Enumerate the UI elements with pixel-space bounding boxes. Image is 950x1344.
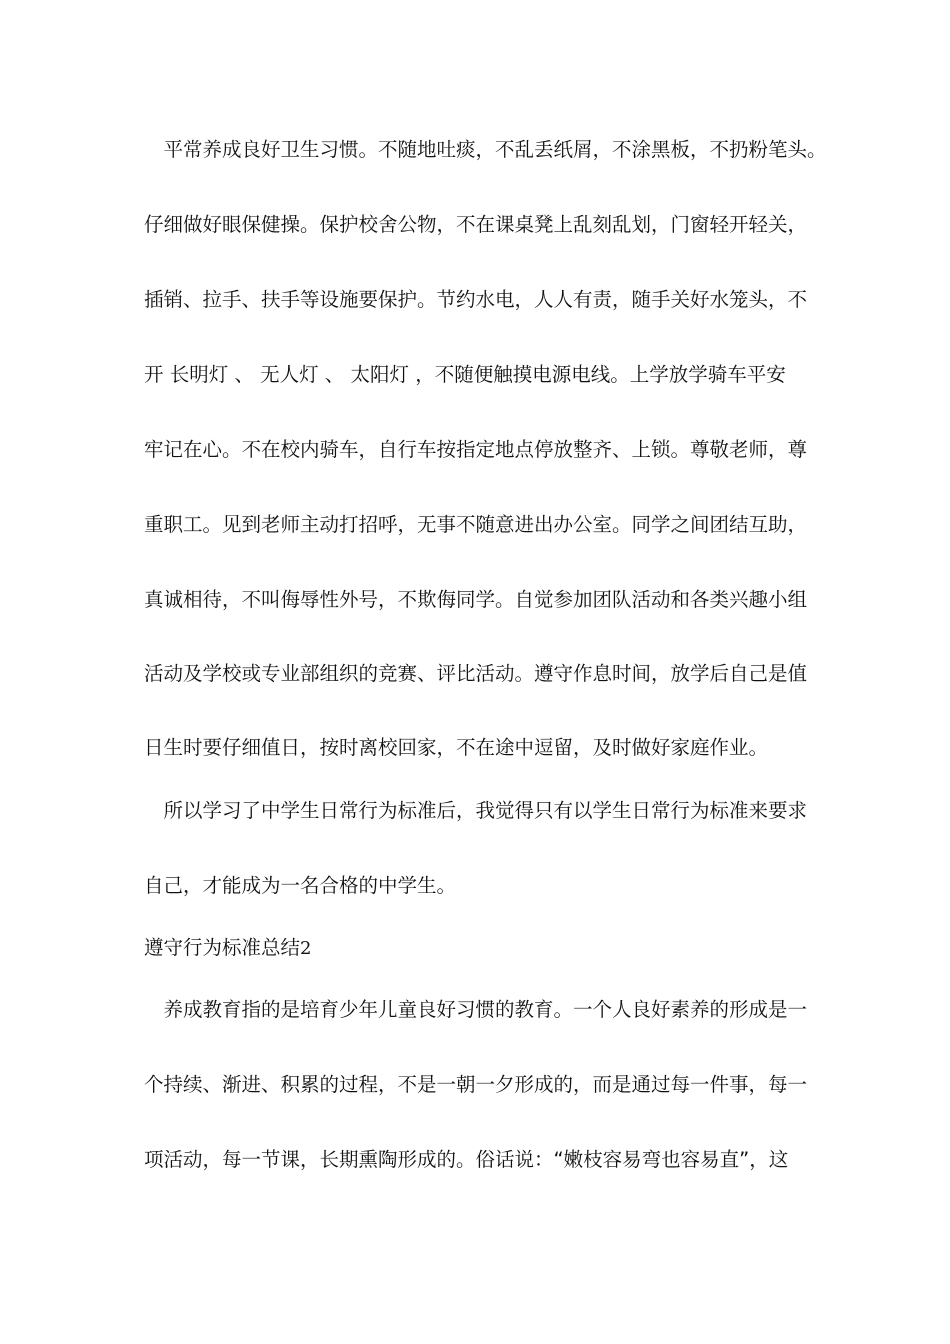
text-line-7: 真诚相待，不叫侮辱性外号，不欺侮同学。自觉参加团队活动和各类兴趣小组 [144,588,808,611]
text-line-3: 插销、拉手、扶手等设施要保护。节约水电，人人有责，随手关好水笼头，不 [144,288,808,311]
text-line-8: 活动及学校或专业部组织的竞赛、评比活动。遵守作息时间，放学后自己是值 [144,662,808,685]
text-line-13: 个持续、渐进、积累的过程，不是一朝一夕形成的，而是通过每一件事，每一 [144,1073,808,1096]
text-line-14: 项活动，每一节课，长期熏陶形成的。俗话说：“嫩枝容易弯也容易直”，这 [144,1148,789,1171]
text-line-9: 日生时要仔细值日，按时离校回家，不在途中逗留，及时做好家庭作业。 [144,736,769,759]
text-line-12: 养成教育指的是培育少年儿童良好习惯的教育。一个人良好素养的形成是一 [144,998,808,1021]
text-line-2: 仔细做好眼保健操。保护校舍公物，不在课桌凳上乱刻乱划，门窗轻开轻关， [144,213,808,236]
section-heading [144,934,804,963]
text-line-1: 平常养成良好卫生习惯。不随地吐痰，不乱丢纸屑，不涂黑板，不扔粉笔头。 [144,138,827,161]
text-line-11: 自己，才能成为一名合格的中学生。 [144,874,457,897]
text-line-10: 所以学习了中学生日常行为标准后，我觉得只有以学生日常行为标准来要求 [144,799,808,822]
text-line-5: 牢记在心。不在校内骑车，自行车按指定地点停放整齐、上锁。尊敬老师，尊 [144,438,808,461]
text-line-6: 重职工。见到老师主动打招呼，无事不随意进出办公室。同学之间团结互助， [144,513,808,536]
text-line-4: 开 长明灯 、 无人灯 、 太阳灯 ，不随便触摸电源电线。上学放学骑车平安 [144,363,786,386]
section-heading-number: 2 [300,938,312,959]
section-heading-text: 遵守行为标准总结 [144,936,301,959]
